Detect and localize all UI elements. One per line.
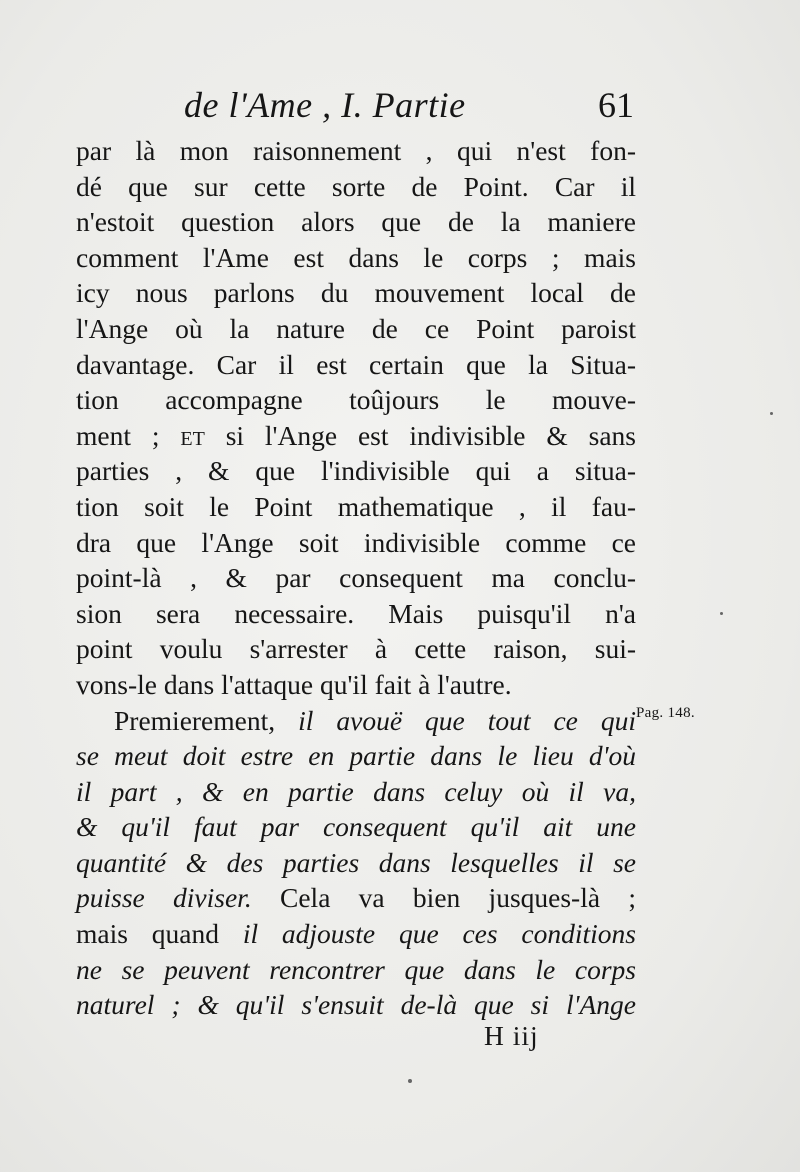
- text-line: icy nous parlons du mouvement local de: [76, 277, 636, 309]
- signature-mark: H iij: [484, 1020, 539, 1051]
- text-line: [76, 916, 636, 952]
- italic-text: il avouë que tout ce qui: [298, 704, 636, 736]
- body-text: [76, 133, 636, 1023]
- ink-speck: [770, 412, 773, 415]
- ink-speck: [720, 612, 723, 615]
- page-header: [0, 84, 800, 128]
- text-line: dé que sur cette sorte de Point. Car il: [76, 170, 636, 202]
- text-line: [76, 703, 636, 739]
- text-segment: Premierement,: [114, 704, 299, 736]
- text-line: tion accompagne toûjours le mouve-: [76, 384, 636, 416]
- italic-text: puisse diviser.: [76, 882, 280, 914]
- text-line: & qu'il faut par consequent qu'il ait une: [76, 811, 636, 843]
- small-caps-text: ET: [180, 427, 205, 450]
- running-title: de l'Ame , I. Partie: [184, 85, 466, 125]
- text-segment: Cela va bien jusques-là ;: [280, 882, 636, 914]
- text-line: l'Ange où la nature de ce Point paroist: [76, 312, 636, 344]
- text-line: comment l'Ame est dans le corps ; mais: [76, 241, 636, 273]
- text-line: naturel ; & qu'il s'ensuit de-là que si l'Ange: [76, 989, 636, 1021]
- italic-text: il adjouste que ces conditions: [242, 918, 636, 950]
- text-segment: mais quand: [76, 918, 243, 950]
- text-segment: ment ;: [76, 419, 181, 451]
- text-line: par là mon raisonnement , qui n'est fon-: [76, 135, 636, 166]
- text-line: n'estoit question alors que de la maniere: [76, 206, 636, 238]
- text-line: sion sera necessaire. Mais puisqu'il n'a: [76, 597, 636, 629]
- page-number: 61: [598, 85, 634, 125]
- margin-note: Pag. 148.: [636, 705, 695, 721]
- text-line: point-là , & par consequent ma conclu-: [76, 562, 636, 594]
- text-segment: si l'Ange est indivisible & sans: [204, 419, 636, 451]
- text-line: davantage. Car il est certain que la Situa-: [76, 348, 636, 380]
- ink-speck: [408, 1079, 412, 1083]
- text-line: point voulu s'arrester à cette raison, sui-: [76, 633, 636, 665]
- text-line: il part , & en partie dans celuy où il va,: [76, 775, 636, 807]
- text-line: dra que l'Ange soit indivisible comme ce: [76, 526, 636, 558]
- text-line: se meut doit estre en partie dans le lieu d'où: [76, 740, 636, 772]
- text-line: [76, 418, 636, 454]
- text-line: [76, 880, 636, 916]
- text-line: tion soit le Point mathematique , il fau-: [76, 490, 636, 522]
- text-line: quantité & des parties dans lesquelles il se: [76, 846, 636, 878]
- text-line: vons-le dans l'attaque qu'il fait à l'autre.: [76, 668, 512, 700]
- text-line: parties , & que l'indivisible qui a situa-: [76, 455, 636, 487]
- text-line: ne se peuvent rencontrer que dans le corps: [76, 953, 636, 985]
